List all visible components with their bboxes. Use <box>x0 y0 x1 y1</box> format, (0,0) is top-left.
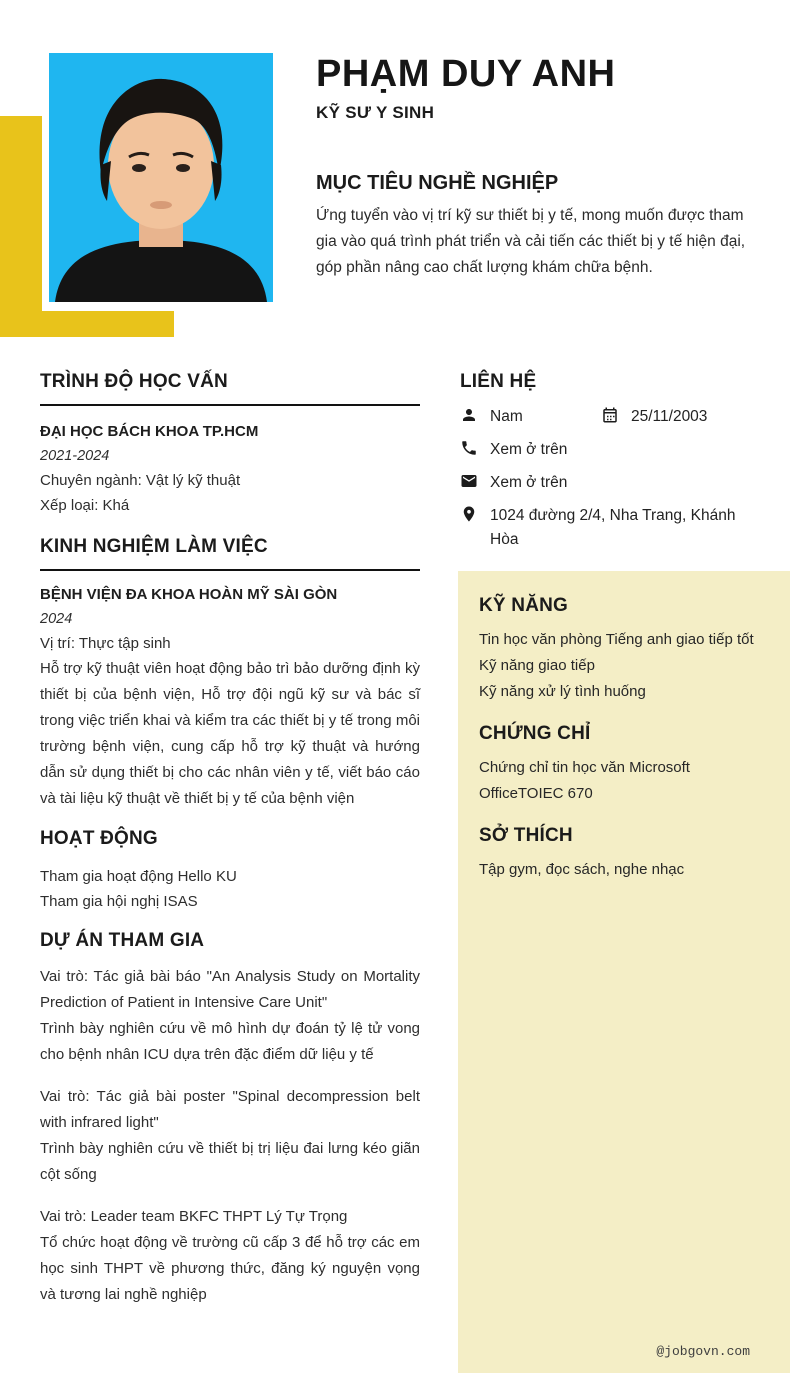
project-item <box>40 1084 420 1188</box>
candidate-name: PHẠM DUY ANH <box>316 53 616 95</box>
project-description: Trình bày nghiên cứu về mô hình dự đoán tỷ lệ tử vong cho bệnh nhân ICU dựa trên đặc điểm dữ liệu y tế <box>40 1020 420 1063</box>
contact-birthday <box>601 405 707 429</box>
contact-row <box>460 405 760 429</box>
skills-heading: KỸ NĂNG <box>479 595 569 616</box>
gender-value: Nam <box>490 408 523 425</box>
yellow-accent-horizontal <box>0 311 174 337</box>
hobby-item: Tập gym, đọc sách, nghe nhạc <box>479 861 685 878</box>
person-icon <box>460 406 478 424</box>
certificates-heading: CHỨNG CHỈ <box>479 723 591 744</box>
project-role: Vai trò: Tác giả bài báo "An Analysis Study on Mortality Prediction of Patient in Intensive Care Unit" <box>40 968 420 1011</box>
skills-list <box>479 627 770 705</box>
education-major: Chuyên ngành: Vật lý kỹ thuật <box>40 472 241 489</box>
phone-value: Xem ở trên <box>490 441 568 458</box>
project-item <box>40 1204 420 1308</box>
hobbies-list <box>479 857 770 883</box>
email-icon <box>460 472 478 490</box>
birthday-value: 25/11/2003 <box>631 408 708 425</box>
side-panel <box>458 571 790 1373</box>
certificate-item: Chứng chỉ tin học văn Microsoft <box>479 759 690 776</box>
contact-address <box>460 504 752 552</box>
left-column <box>40 371 420 1324</box>
profile-photo <box>49 53 273 302</box>
header <box>316 52 756 281</box>
certificates-list <box>479 755 770 807</box>
activity-item: Tham gia hoạt động Hello KU <box>40 868 237 885</box>
experience-company: BỆNH VIỆN ĐA KHOA HOÀN MỸ SÀI GÒN <box>40 586 338 603</box>
contact-row <box>460 504 760 552</box>
contact-email <box>460 471 567 495</box>
certificate-item: OfficeTOIEC 670 <box>479 785 593 802</box>
contact-heading: LIÊN HỆ <box>460 371 537 392</box>
skill-item: Tin học văn phòng Tiếng anh giao tiếp tốt <box>479 631 754 648</box>
project-description: Trình bày nghiên cứu về thiết bị trị liệu đai lưng kéo giãn cột sống <box>40 1140 420 1183</box>
calendar-icon <box>601 406 619 424</box>
contact-row <box>460 438 760 462</box>
experience-heading: KINH NGHIỆM LÀM VIỆC <box>40 536 420 571</box>
location-icon <box>460 505 478 523</box>
hobbies-heading: SỞ THÍCH <box>479 825 573 846</box>
phone-icon <box>460 439 478 457</box>
project-description: Tổ chức hoạt động về trường cũ cấp 3 để hỗ trợ các em học sinh THPT về phương thức, đăng ký nguyện vọng và tương lai nghề nghiệp <box>40 1234 420 1303</box>
project-role: Vai trò: Leader team BKFC THPT Lý Tự Trọng <box>40 1208 348 1225</box>
experience-description: Hỗ trợ kỹ thuật viên hoạt động bảo trì bảo dưỡng định kỳ thiết bị của bệnh viện, Hỗ trợ đội ngũ kỹ sư và bác sĩ trong việc triển khai và kiểm tra các thiết bị y tế trong môi trường bệnh viện, cung cấp hỗ trợ kỹ thuật và hướng dẫn sử dụng thiết bị cho các nhân viên y tế, viết báo cáo và tài liệu kỹ thuật về thiết bị y tế của bệnh viện <box>40 660 420 807</box>
yellow-accent-vertical <box>0 116 42 337</box>
address-value: 1024 đường 2/4, Nha Trang, Khánh Hòa <box>490 507 736 548</box>
contact-rows <box>460 405 760 552</box>
watermark: @jobgovn.com <box>656 1344 750 1359</box>
education-grade: Xếp loại: Khá <box>40 497 130 514</box>
objective-text: Ứng tuyển vào vị trí kỹ sư thiết bị y tế, mong muốn được tham gia vào quá trình phát triển và cải tiến các thiết bị y tế hiện đại, góp phần nâng cao chất lượng khám chữa bệnh. <box>316 207 746 276</box>
job-title: KỸ SƯ Y SINH <box>316 103 435 122</box>
project-item <box>40 964 420 1068</box>
education-school: ĐẠI HỌC BÁCH KHOA TP.HCM <box>40 423 259 440</box>
education-period: 2021-2024 <box>40 448 110 464</box>
projects-heading: DỰ ÁN THAM GIA <box>40 930 205 951</box>
experience-position: Vị trí: Thực tập sinh <box>40 635 171 652</box>
contact-phone <box>460 438 567 462</box>
email-value: Xem ở trên <box>490 474 568 491</box>
objective-heading: MỤC TIÊU NGHỀ NGHIỆP <box>316 172 559 194</box>
contact-row <box>460 471 760 495</box>
education-heading: TRÌNH ĐỘ HỌC VẤN <box>40 371 420 406</box>
contact-section <box>460 371 760 561</box>
project-role: Vai trò: Tác giả bài poster "Spinal decompression belt with infrared light" <box>40 1088 420 1131</box>
contact-gender <box>460 405 601 429</box>
skill-item: Kỹ năng xử lý tình huống <box>479 683 646 700</box>
activity-item: Tham gia hội nghị ISAS <box>40 893 198 910</box>
skill-item: Kỹ năng giao tiếp <box>479 657 595 674</box>
activities-heading: HOẠT ĐỘNG <box>40 828 158 849</box>
experience-period: 2024 <box>40 611 73 627</box>
